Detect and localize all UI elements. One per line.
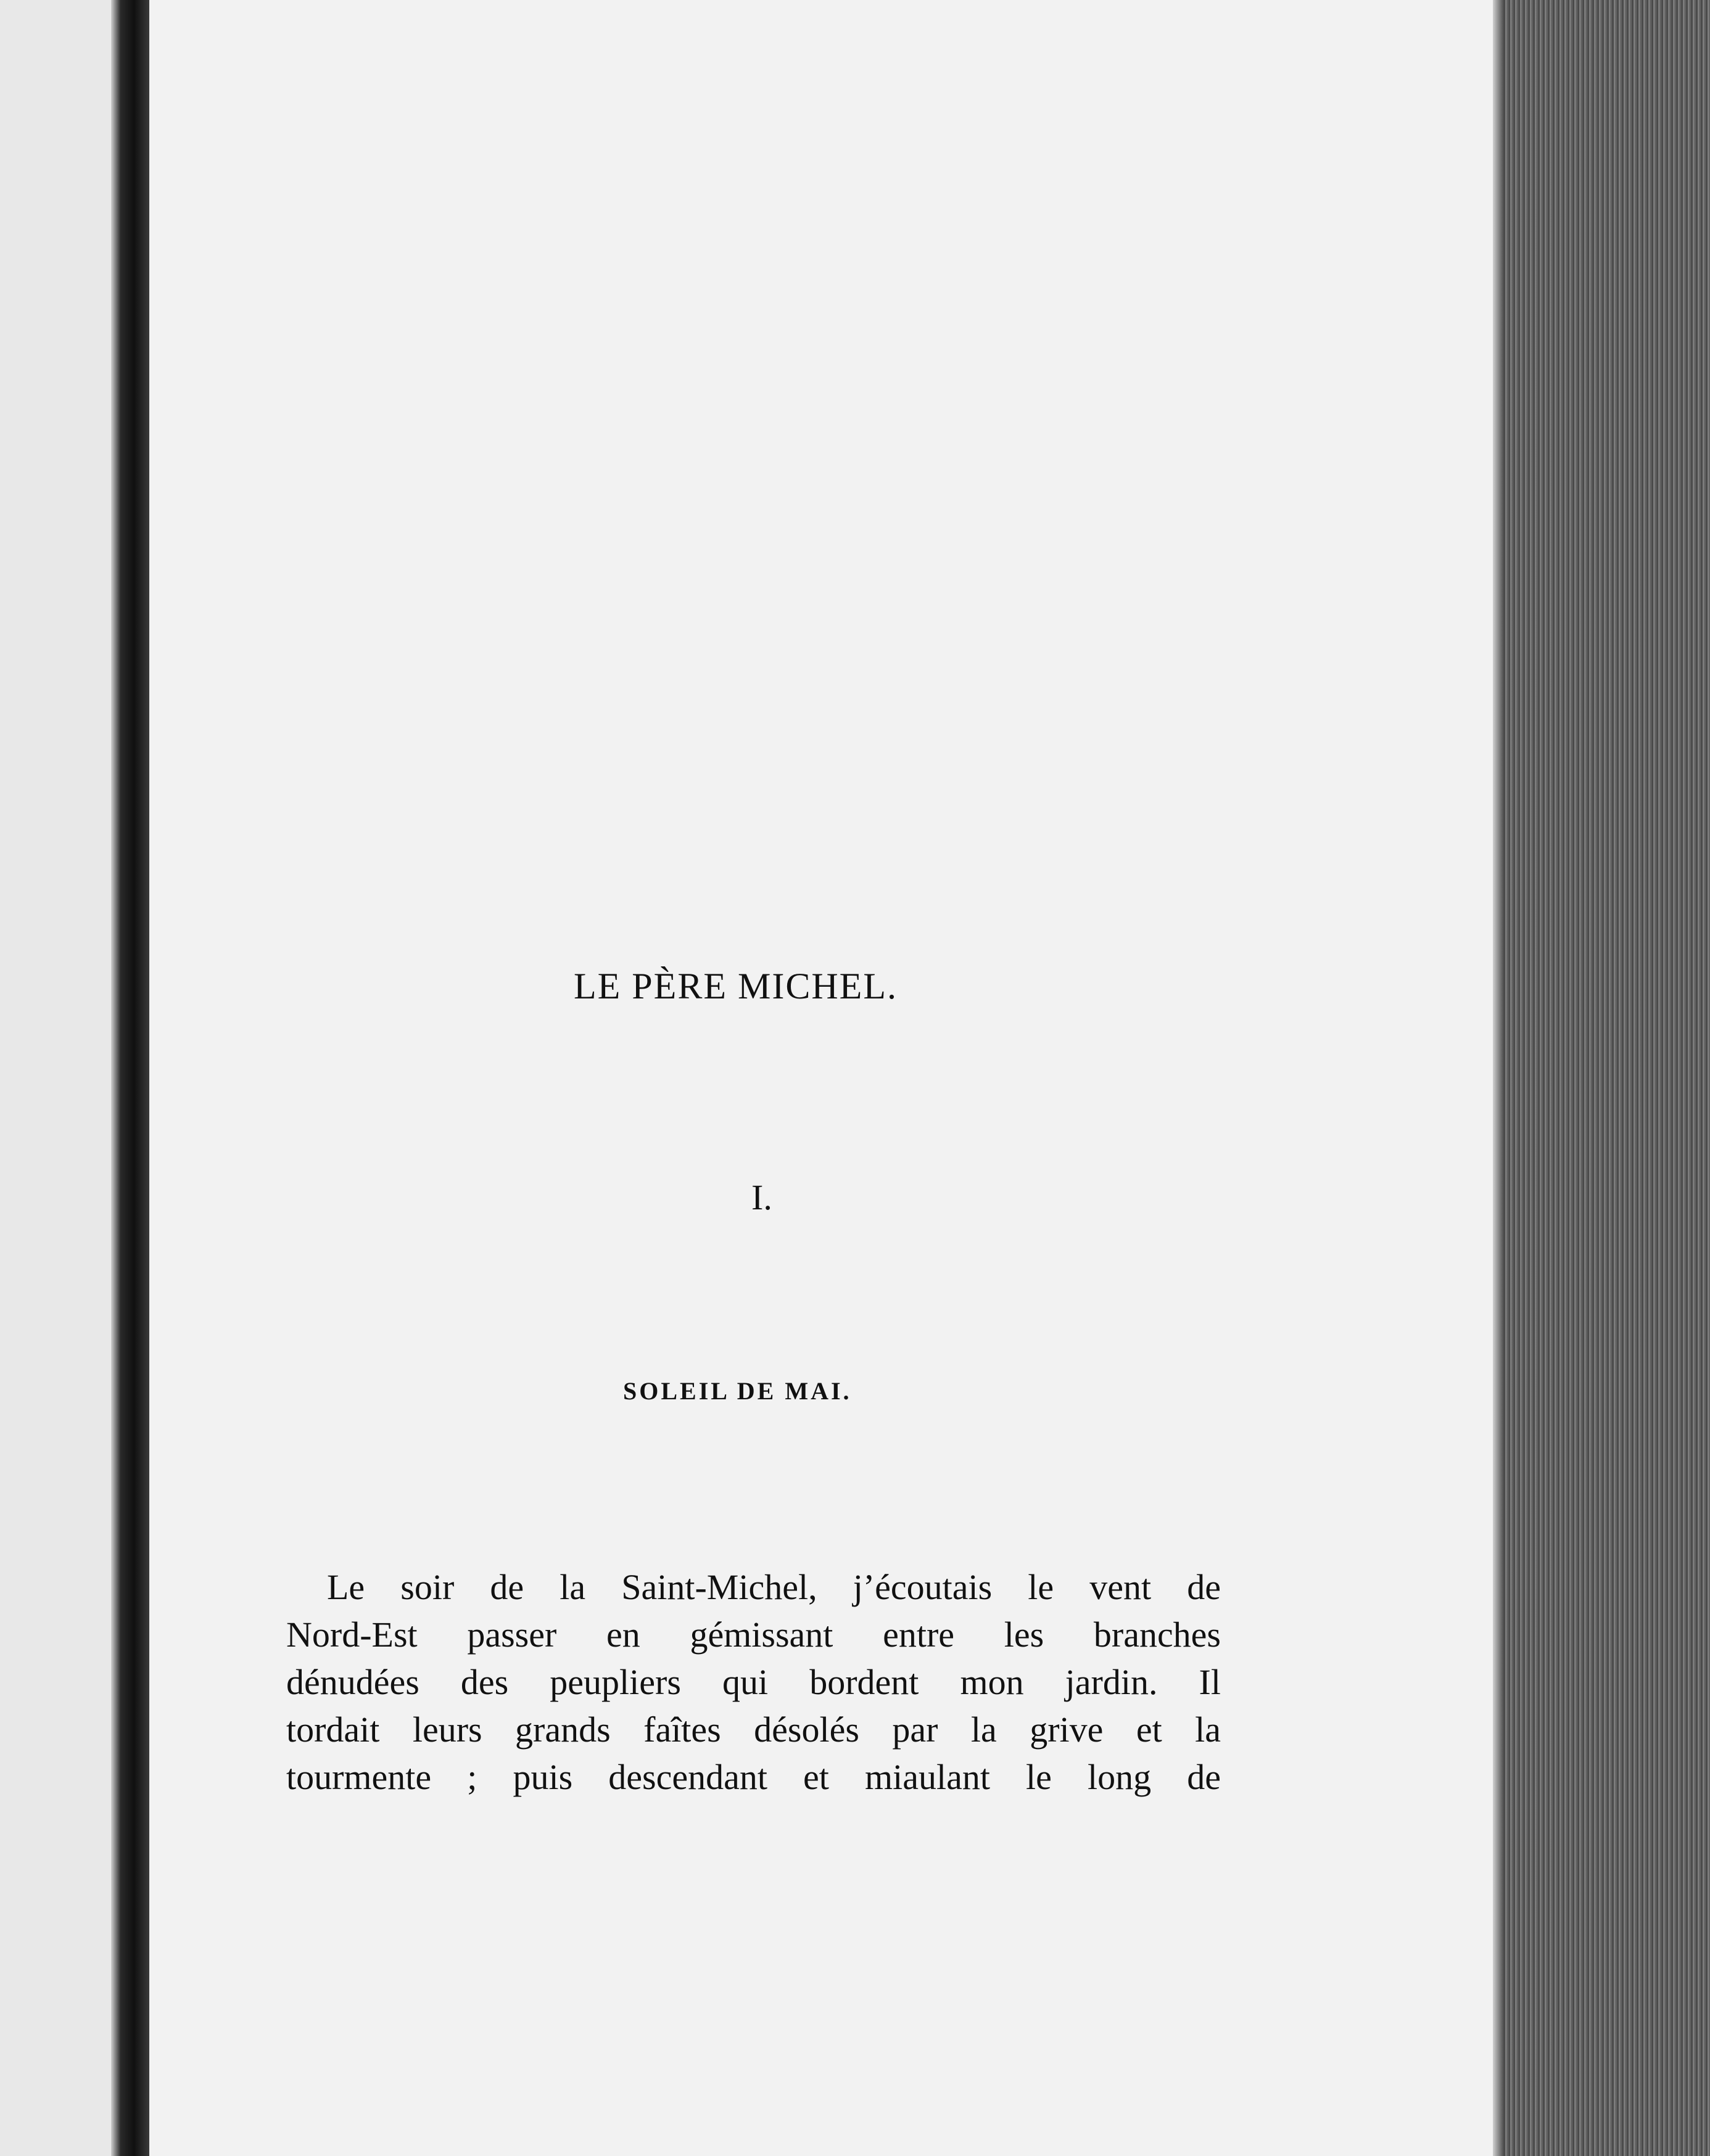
- body-line: Nord-Est passer en gémissant entre les branches: [286, 1615, 1221, 1655]
- facing-page: [0, 0, 111, 2156]
- chapter-title: SOLEIL DE MAI.: [623, 1377, 852, 1405]
- body-paragraph: [286, 1563, 1221, 1801]
- page-edge-shadow: [1493, 0, 1504, 2156]
- body-line: tourmente ; puis descendant et miaulant le long de: [286, 1757, 1221, 1797]
- chapter-number: I.: [751, 1177, 772, 1217]
- page-block-edge: [1493, 0, 1710, 2156]
- body-line: Le soir de la Saint-Michel, j’écoutais le vent de: [327, 1567, 1221, 1607]
- book-gutter: [111, 0, 149, 2156]
- book-page: [149, 0, 1493, 2156]
- body-line: tordait leurs grands faîtes désolés par la grive et la: [286, 1710, 1221, 1750]
- body-line: dénudées des peupliers qui bordent mon jardin. Il: [286, 1662, 1221, 1702]
- story-title: LE PÈRE MICHEL.: [574, 966, 898, 1006]
